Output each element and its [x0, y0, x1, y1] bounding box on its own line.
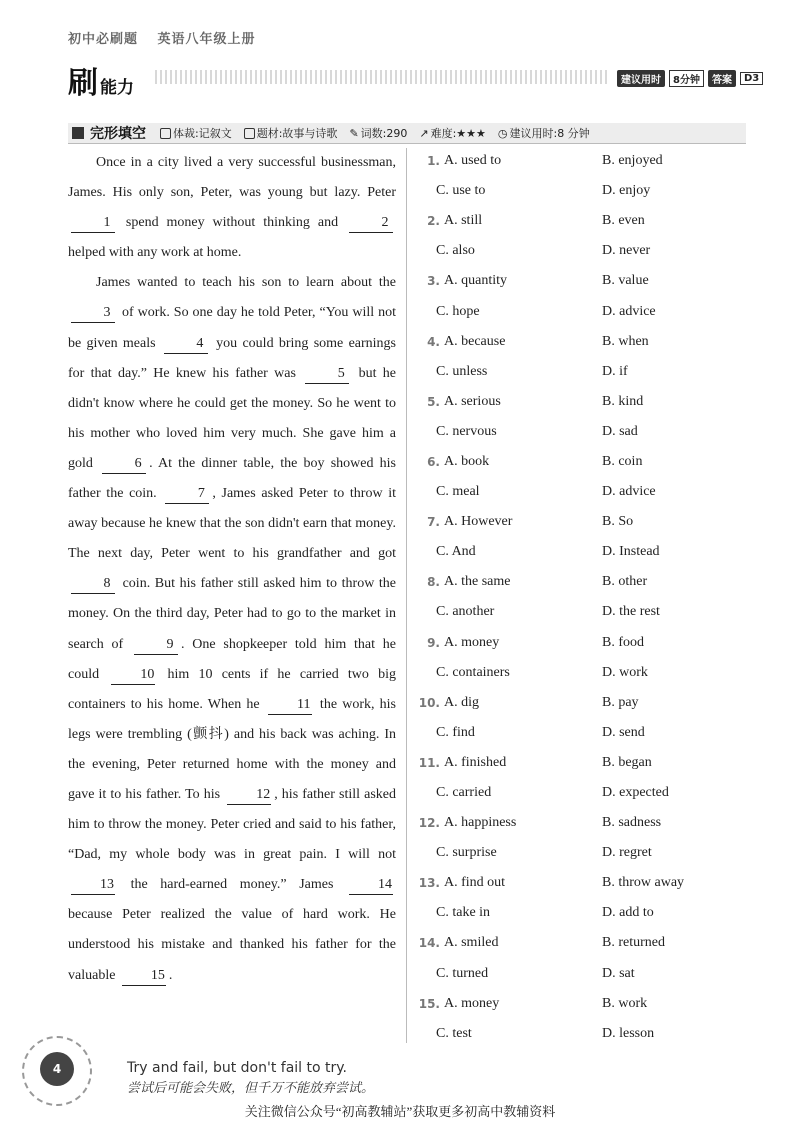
- blank: 10: [111, 666, 155, 685]
- option-b: B. other: [602, 574, 648, 590]
- option-row: [418, 688, 748, 718]
- option-row: [418, 507, 748, 537]
- options-list: [418, 146, 748, 1049]
- motto-chinese: 尝试后可能会失败，但千万不能放弃尝试。: [127, 1080, 375, 1095]
- option-row: [418, 808, 748, 838]
- passage-text: you could bring some earnings for that day.” He knew his father was: [68, 335, 396, 381]
- question-number: 1.: [427, 154, 440, 169]
- option-b: B. kind: [602, 393, 644, 409]
- subject-name: 英语八年级上册: [157, 32, 256, 47]
- option-d: D. never: [602, 243, 651, 259]
- option-row: [418, 898, 748, 928]
- passage-text: because Peter realized the value of hard work. He understood his mistake and thanked his father for the valuable: [68, 907, 396, 983]
- passage-text: but he didn't know where he could get the money. So he went to his mother who loved him very much. She gave him a gold: [68, 365, 396, 471]
- option-d: D. work: [602, 664, 648, 680]
- option-b: B. value: [602, 273, 649, 289]
- option-b: B. throw away: [602, 875, 685, 891]
- option-d: D. lesson: [602, 1025, 655, 1041]
- question-number: 3.: [427, 274, 440, 289]
- option-d: D. if: [602, 363, 628, 379]
- option-a: A. smiled: [444, 935, 499, 951]
- blank: 7: [165, 485, 209, 504]
- blank: 4: [164, 335, 208, 354]
- option-row: [418, 959, 748, 989]
- passage-text: helped with any work at home.: [68, 245, 242, 261]
- passage-text: .: [168, 967, 173, 983]
- section-title: 完形填空: [90, 126, 146, 142]
- question-number: 10.: [418, 695, 440, 710]
- option-a: A. find out: [444, 875, 506, 891]
- option-a: A. money: [444, 634, 500, 650]
- option-d: D. send: [602, 724, 645, 740]
- option-row: [418, 928, 748, 958]
- option-d: D. advice: [602, 303, 656, 319]
- time-meta: [498, 125, 590, 141]
- option-row: [418, 567, 748, 597]
- option-c: C. containers: [436, 664, 510, 680]
- blank: 15: [122, 967, 166, 986]
- difficulty-meta: [419, 125, 486, 141]
- section-header: [68, 123, 746, 144]
- option-a: A. happiness: [444, 815, 517, 831]
- passage-text: the hard-earned money.” James: [118, 877, 346, 893]
- option-d: D. Instead: [602, 544, 660, 560]
- blank: 3: [71, 304, 115, 323]
- footer-notice: 关注微信公众号“初高教辅站”获取更多初高中教辅资料: [244, 1104, 556, 1119]
- option-a: A. However: [444, 514, 513, 530]
- option-row: [418, 266, 748, 296]
- option-c: C. take in: [436, 905, 491, 921]
- option-c: C. hope: [436, 303, 480, 319]
- option-c: C. And: [436, 544, 476, 560]
- question-number: 5.: [427, 394, 440, 409]
- passage-text: spend money without thinking and: [118, 215, 346, 231]
- option-a: A. money: [444, 995, 500, 1011]
- option-a: A. used to: [444, 153, 502, 169]
- option-row: [418, 658, 748, 688]
- option-d: D. the rest: [602, 604, 660, 620]
- option-b: B. even: [602, 213, 645, 229]
- question-number: 14.: [418, 936, 440, 951]
- option-row: [418, 748, 748, 778]
- suggest-label: 建议用时: [617, 70, 665, 87]
- option-d: D. add to: [602, 905, 654, 921]
- clock-icon: ◷: [497, 126, 508, 140]
- question-number: 7.: [427, 515, 440, 530]
- option-c: C. find: [436, 724, 475, 740]
- option-c: C. surprise: [436, 845, 497, 861]
- option-b: B. food: [602, 634, 644, 650]
- decorative-dots: [155, 70, 610, 84]
- option-row: [418, 778, 748, 808]
- passage-paragraph: [68, 148, 396, 268]
- option-a: A. finished: [444, 754, 507, 770]
- option-row: [418, 206, 748, 236]
- time-answer-info: [617, 70, 763, 87]
- option-d: D. enjoy: [602, 183, 651, 199]
- option-row: [418, 838, 748, 868]
- words-meta: [349, 125, 407, 141]
- option-b: B. coin: [602, 453, 643, 469]
- option-d: D. regret: [602, 845, 652, 861]
- blank: 13: [71, 876, 115, 895]
- suggest-time: 8分钟: [669, 70, 704, 87]
- series-title: [68, 28, 270, 47]
- passage-text: James wanted to teach his son to learn about the: [96, 275, 396, 291]
- option-row: [418, 296, 748, 326]
- option-a: A. the same: [444, 574, 511, 590]
- option-row: [418, 628, 748, 658]
- passage-text: the work, his legs were trembling (颤抖) and his back was aching. In the evening, Peter returned home with the money and gave it to his father. To his: [68, 696, 396, 802]
- option-b: B. returned: [602, 935, 665, 951]
- option-row: [418, 387, 748, 417]
- passage-text: . One shopkeeper told him that he could: [68, 636, 397, 682]
- blank: 5: [305, 365, 349, 384]
- option-c: C. test: [436, 1025, 472, 1041]
- option-row: [418, 447, 748, 477]
- passage-paragraph: [68, 268, 396, 990]
- blank: 2: [349, 214, 393, 233]
- question-number: 9.: [427, 635, 440, 650]
- option-b: B. pay: [602, 694, 639, 710]
- answer-page: D3: [740, 72, 763, 85]
- topic-icon: [244, 128, 255, 139]
- blank: 14: [349, 876, 393, 895]
- option-row: [418, 146, 748, 176]
- option-a: A. because: [444, 333, 506, 349]
- question-number: 15.: [418, 996, 440, 1011]
- option-row: [418, 1019, 748, 1049]
- option-d: D. expected: [602, 785, 669, 801]
- passage-text: . At the dinner table, the boy showed his father the coin.: [68, 455, 396, 502]
- question-number: 2.: [427, 214, 440, 229]
- option-row: [418, 868, 748, 898]
- option-d: D. sad: [602, 423, 638, 439]
- option-a: A. serious: [444, 393, 501, 409]
- option-row: [418, 327, 748, 357]
- option-c: C. also: [436, 243, 475, 259]
- genre-icon: [160, 128, 171, 139]
- genre: 体裁:记叙文: [173, 127, 232, 140]
- question-number: 4.: [427, 334, 440, 349]
- option-row: [418, 989, 748, 1019]
- option-d: D. advice: [602, 484, 656, 500]
- option-a: A. dig: [444, 694, 479, 710]
- motto-english: Try and fail, but don't fail to try.: [127, 1060, 348, 1076]
- option-b: B. when: [602, 333, 649, 349]
- section-brand: [68, 58, 134, 102]
- blank: 6: [102, 455, 146, 474]
- option-row: [418, 357, 748, 387]
- option-c: C. unless: [436, 363, 488, 379]
- blank: 9: [134, 636, 178, 655]
- passage-text: him 10 cents if he carried two big containers to his home. When he: [68, 666, 396, 712]
- option-b: B. work: [602, 995, 648, 1011]
- question-number: 13.: [418, 876, 440, 891]
- option-b: B. So: [602, 514, 634, 530]
- option-row: [418, 718, 748, 748]
- pen-icon: ✎: [349, 126, 359, 140]
- option-a: A. still: [444, 213, 483, 229]
- passage: [68, 148, 396, 991]
- option-c: C. another: [436, 604, 495, 620]
- brand-big: 刷: [68, 66, 98, 101]
- option-c: C. use to: [436, 183, 486, 199]
- option-b: B. sadness: [602, 815, 662, 831]
- option-c: C. nervous: [436, 423, 497, 439]
- passage-text: Once in a city lived a very successful businessman, James. His only son, Peter, was young but lazy. Peter: [68, 155, 396, 201]
- question-number: 11.: [418, 755, 440, 770]
- column-divider: [406, 148, 407, 1043]
- answer-label: 答案: [708, 70, 736, 87]
- page-number: 4: [40, 1052, 74, 1086]
- question-number: 6.: [427, 454, 440, 469]
- option-b: B. enjoyed: [602, 153, 663, 169]
- topic-meta: [244, 125, 338, 141]
- option-b: B. began: [602, 754, 652, 770]
- option-c: C. meal: [436, 484, 480, 500]
- chart-icon: ↗: [419, 126, 429, 140]
- option-row: [418, 537, 748, 567]
- series-name: 初中必刷题: [68, 32, 139, 47]
- blank: 12: [227, 786, 271, 805]
- genre-meta: [160, 125, 232, 141]
- section-mark-icon: [72, 127, 84, 139]
- option-d: D. sat: [602, 965, 635, 981]
- option-row: [418, 236, 748, 266]
- brand-small: 能力: [100, 78, 134, 98]
- difficulty: 难度:★★★: [430, 127, 486, 140]
- option-row: [418, 597, 748, 627]
- passage-text: of work. So one day he told Peter, “You will not be given meals: [68, 305, 396, 351]
- option-a: A. book: [444, 453, 490, 469]
- passage-text: , James asked Peter to throw it away because he knew that the son didn't earn that money. The next day, Peter went to his grandfather and got: [68, 486, 396, 562]
- question-number: 8.: [427, 575, 440, 590]
- passage-text: coin. But his father still asked him to throw the money. On the third day, Peter had to go to the market in search of: [68, 576, 396, 652]
- option-row: [418, 477, 748, 507]
- words: 词数:290: [360, 127, 408, 140]
- option-c: C. carried: [436, 785, 492, 801]
- topic: 题材:故事与诗歌: [256, 127, 338, 140]
- blank: 8: [71, 575, 115, 594]
- question-number: 12.: [418, 816, 440, 831]
- blank: 11: [268, 696, 312, 715]
- option-row: [418, 176, 748, 206]
- option-c: C. turned: [436, 965, 489, 981]
- suggested-time: 建议用时:8 分钟: [509, 127, 590, 140]
- option-row: [418, 417, 748, 447]
- blank: 1: [71, 214, 115, 233]
- passage-text: , his father still asked him to throw the money. Peter cried and said to his father, “Dad, my whole body was in great pain. I will not: [68, 786, 396, 863]
- option-a: A. quantity: [444, 273, 507, 289]
